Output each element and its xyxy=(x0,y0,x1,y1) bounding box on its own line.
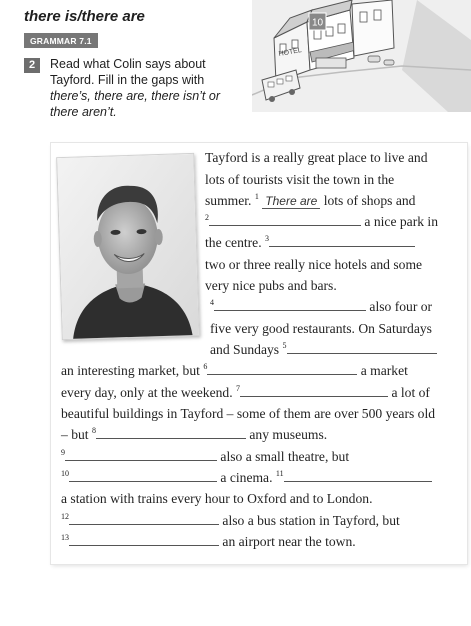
text-line: beautiful buildings in Tayford – some of them are over 500 years old xyxy=(61,406,436,421)
text-line: five very good restaurants. On Saturdays xyxy=(210,321,432,336)
hotel-sign: HOTEL xyxy=(278,47,303,58)
answer-gap[interactable] xyxy=(69,512,219,525)
text-line: very nice pubs and bars. xyxy=(205,278,337,293)
gap-number: 1 xyxy=(254,192,259,201)
instruction-line: there aren’t. xyxy=(50,105,117,119)
gap-number: 6 xyxy=(203,362,208,371)
text-line: a station with trains every hour to Oxford and to London. xyxy=(61,491,373,506)
gap-number: 12 xyxy=(61,512,69,521)
text-line: $^4$ also four or xyxy=(210,298,433,314)
text-line: and Sundays $^5$ xyxy=(210,341,437,358)
text-line: $^{10}$ a cinema. $^{11}$ xyxy=(61,469,432,488)
answer-gap[interactable] xyxy=(207,362,357,375)
gap-number: 10 xyxy=(61,469,69,478)
answer-gap[interactable] xyxy=(96,426,246,439)
answer-gap[interactable] xyxy=(287,341,437,354)
colin-photo xyxy=(56,153,200,340)
town-illustration xyxy=(252,0,471,112)
answer-gap[interactable] xyxy=(214,298,366,311)
page-number: 10 xyxy=(311,17,324,29)
exercise-number: 2 xyxy=(24,58,40,73)
gap-number: 2 xyxy=(205,213,209,222)
text-line: $^9$ also a small theatre, but xyxy=(61,448,350,464)
text-line: $^{13}$ an airport near the town. xyxy=(61,533,356,549)
instruction-line: there’s, there are, there isn’t or xyxy=(50,89,220,103)
gap-number: 7 xyxy=(236,384,241,393)
answer-gap[interactable] xyxy=(284,469,432,482)
gap-number: 9 xyxy=(61,448,65,457)
answer-gap[interactable] xyxy=(269,234,415,247)
answer-gap[interactable] xyxy=(69,469,217,482)
text-line: the centre. $^3$ xyxy=(205,234,415,251)
answer-gap[interactable] xyxy=(240,384,388,397)
text-line: every day, only at the weekend. $^7$ a lot of xyxy=(61,384,430,400)
answer-gap[interactable] xyxy=(209,213,361,226)
text-line: Tayford is a really great place to live and xyxy=(205,150,428,165)
instruction-line: Read what Colin says about xyxy=(50,57,206,71)
gap-number: 4 xyxy=(210,298,214,307)
grammar-badge: GRAMMAR 7.1 xyxy=(24,33,98,48)
text-line: $^{12}$ also a bus station in Tayford, but xyxy=(61,512,400,528)
gap-number: 11 xyxy=(275,469,284,478)
text-line: lots of tourists visit the town in the xyxy=(205,172,395,187)
example-answer: There are xyxy=(262,194,320,209)
text-line: two or three really nice hotels and some xyxy=(205,257,423,272)
text-line: – but $^8$ any museums. xyxy=(61,426,328,442)
instruction-line: Tayford. Fill in the gaps with xyxy=(50,73,205,87)
answer-gap[interactable] xyxy=(65,448,217,461)
text-line: summer. $^1$ There are lots of shops and xyxy=(205,192,416,208)
text-line: $^2$ a nice park in xyxy=(205,213,439,229)
gap-number: 5 xyxy=(282,341,287,350)
answer-gap[interactable] xyxy=(69,533,219,546)
gap-number: 8 xyxy=(91,426,96,435)
gap-number: 13 xyxy=(61,533,69,542)
page-title: there is/there are xyxy=(24,8,145,25)
text-line: an interesting market, but $^6$ a market xyxy=(61,362,408,378)
instructions xyxy=(50,56,250,120)
gap-number: 3 xyxy=(265,234,270,243)
